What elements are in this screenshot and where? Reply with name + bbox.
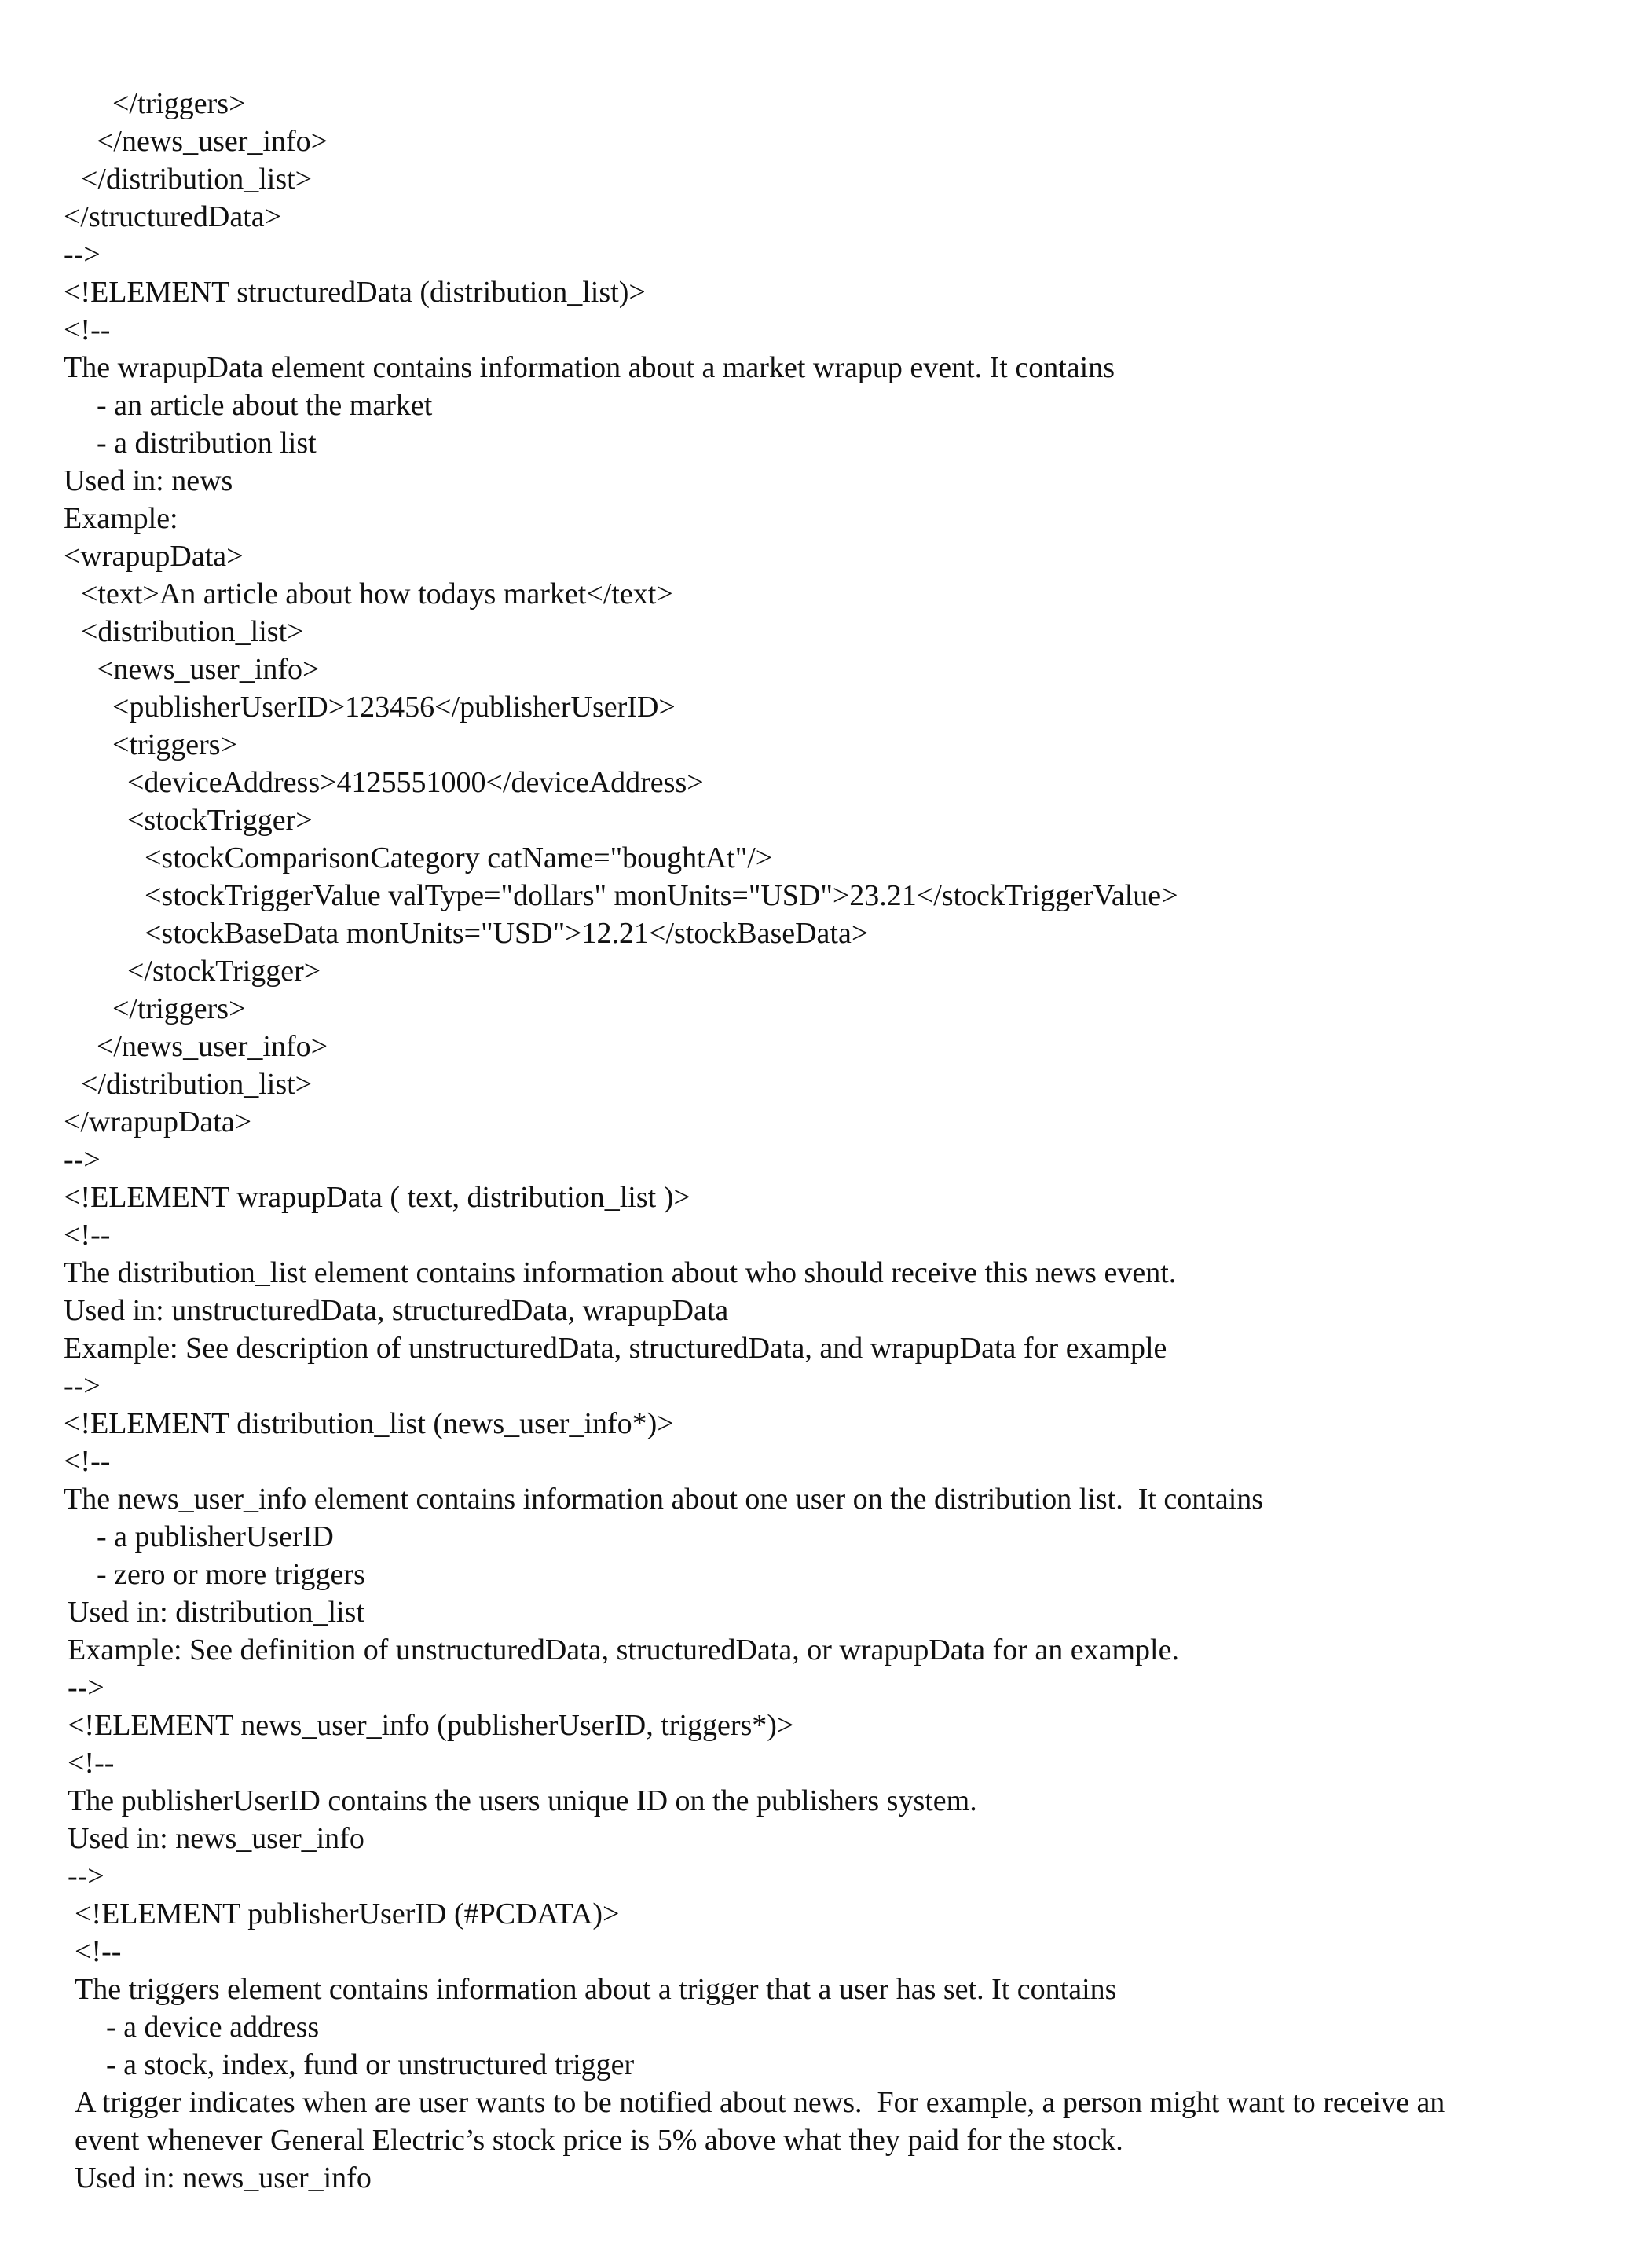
- text-line: </distribution_list>: [0, 1065, 1652, 1103]
- text-line: - a publisherUserID: [0, 1518, 1652, 1556]
- text-line: </wrapupData>: [0, 1103, 1652, 1141]
- text-line: <stockComparisonCategory catName="boughtAt"/>: [0, 839, 1652, 877]
- text-line: The publisherUserID contains the users unique ID on the publishers system.: [0, 1782, 1652, 1820]
- text-line: Used in: distribution_list: [0, 1593, 1652, 1631]
- text-line: Example: See description of unstructuredData, structuredData, and wrapupData for example: [0, 1329, 1652, 1367]
- text-line: <stockBaseData monUnits="USD">12.21</stockBaseData>: [0, 915, 1652, 952]
- dtd-document-page: [0, 85, 1652, 2197]
- text-line: Example:: [0, 500, 1652, 537]
- text-line: <!ELEMENT distribution_list (news_user_info*)>: [0, 1405, 1652, 1443]
- text-line: <!ELEMENT news_user_info (publisherUserID, triggers*)>: [0, 1707, 1652, 1744]
- text-line: event whenever General Electric’s stock price is 5% above what they paid for the stock.: [0, 2121, 1652, 2159]
- text-line: <stockTrigger>: [0, 801, 1652, 839]
- text-line: -->: [0, 1669, 1652, 1707]
- text-line: <news_user_info>: [0, 651, 1652, 688]
- text-line: The wrapupData element contains information about a market wrapup event. It contains: [0, 349, 1652, 387]
- text-line: - a distribution list: [0, 424, 1652, 462]
- text-line: </structuredData>: [0, 198, 1652, 236]
- text-line: <!ELEMENT publisherUserID (#PCDATA)>: [0, 1895, 1652, 1933]
- text-line: <stockTriggerValue valType="dollars" monUnits="USD">23.21</stockTriggerValue>: [0, 877, 1652, 915]
- text-line: Used in: news_user_info: [0, 1820, 1652, 1857]
- text-line: <publisherUserID>123456</publisherUserID>: [0, 688, 1652, 726]
- text-line: </triggers>: [0, 85, 1652, 123]
- text-line: </stockTrigger>: [0, 952, 1652, 990]
- text-line: -->: [0, 1141, 1652, 1179]
- text-line: </triggers>: [0, 990, 1652, 1028]
- text-line: <deviceAddress>4125551000</deviceAddress>: [0, 764, 1652, 801]
- text-line: </news_user_info>: [0, 123, 1652, 160]
- text-line: The distribution_list element contains information about who should receive this news event.: [0, 1254, 1652, 1292]
- text-line: Example: See definition of unstructuredData, structuredData, or wrapupData for an example.: [0, 1631, 1652, 1669]
- text-line: The news_user_info element contains information about one user on the distribution list. It contains: [0, 1480, 1652, 1518]
- text-line: - a device address: [0, 2008, 1652, 2046]
- text-line: <!--: [0, 1216, 1652, 1254]
- text-line: The triggers element contains information about a trigger that a user has set. It contains: [0, 1971, 1652, 2008]
- text-line: <!--: [0, 1933, 1652, 1971]
- text-line: <wrapupData>: [0, 537, 1652, 575]
- text-line: <distribution_list>: [0, 613, 1652, 651]
- text-line: Used in: news_user_info: [0, 2159, 1652, 2197]
- text-line: <!--: [0, 1744, 1652, 1782]
- text-line: -->: [0, 1857, 1652, 1895]
- text-line: -->: [0, 236, 1652, 273]
- text-line: <triggers>: [0, 726, 1652, 764]
- text-line: -->: [0, 1367, 1652, 1405]
- text-line: <text>An article about how todays market</text>: [0, 575, 1652, 613]
- text-line: <!--: [0, 311, 1652, 349]
- text-line: <!ELEMENT structuredData (distribution_list)>: [0, 273, 1652, 311]
- text-line: A trigger indicates when are user wants to be notified about news. For example, a person might want to receive an: [0, 2084, 1652, 2121]
- text-line: - zero or more triggers: [0, 1556, 1652, 1593]
- text-line: Used in: unstructuredData, structuredData, wrapupData: [0, 1292, 1652, 1329]
- text-line: </news_user_info>: [0, 1028, 1652, 1065]
- text-line: Used in: news: [0, 462, 1652, 500]
- text-line: </distribution_list>: [0, 160, 1652, 198]
- text-line: - an article about the market: [0, 387, 1652, 424]
- text-line: - a stock, index, fund or unstructured trigger: [0, 2046, 1652, 2084]
- text-line: <!ELEMENT wrapupData ( text, distribution_list )>: [0, 1179, 1652, 1216]
- text-line: <!--: [0, 1443, 1652, 1480]
